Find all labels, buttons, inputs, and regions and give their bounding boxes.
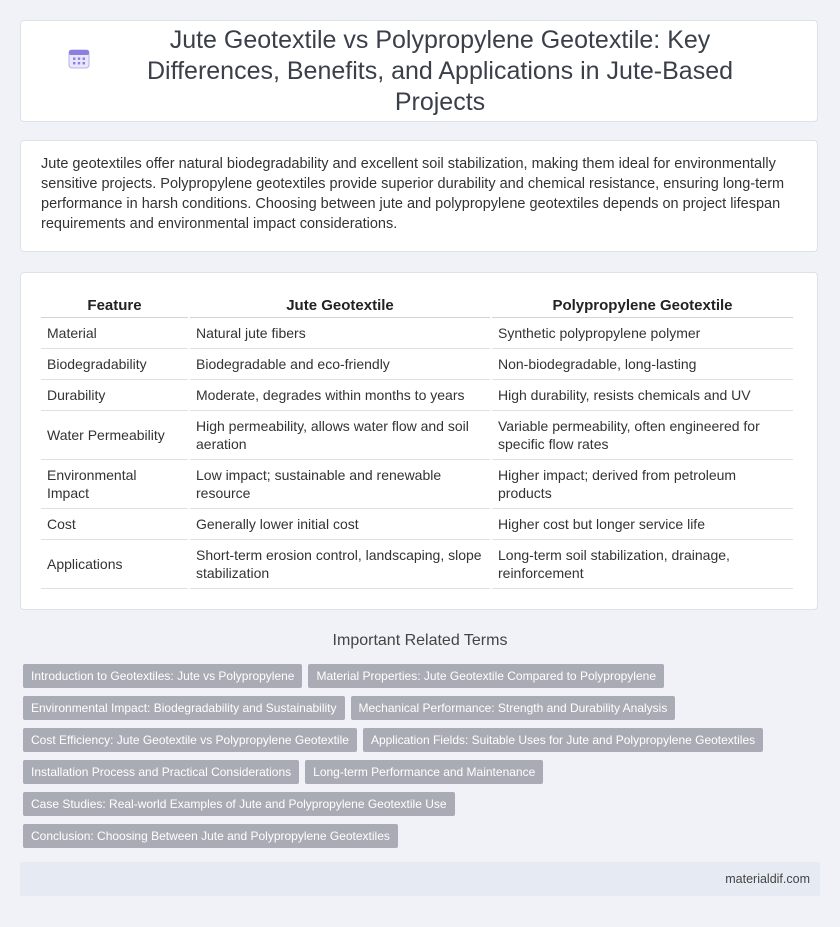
- related-terms-title: Important Related Terms: [332, 632, 508, 649]
- table-row: [41, 380, 793, 411]
- comparison-table: [39, 293, 795, 589]
- related-term-tag[interactable]: Conclusion: Choosing Between Jute and Polypropylene Geotextiles: [23, 824, 398, 848]
- row-feature: Durability: [41, 380, 188, 411]
- related-term-tag[interactable]: Case Studies: Real-world Examples of Jute and Polypropylene Geotextile Use: [23, 792, 455, 816]
- related-term-tag[interactable]: Environmental Impact: Biodegradability and Sustainability: [23, 696, 345, 720]
- row-jute: Natural jute fibers: [190, 318, 490, 349]
- related-term-tag[interactable]: Application Fields: Suitable Uses for Jute and Polypropylene Geotextiles: [363, 728, 763, 752]
- table-row: [41, 318, 793, 349]
- row-polypropylene: Long-term soil stabilization, drainage, reinforcement: [492, 540, 793, 589]
- related-term-tag[interactable]: Mechanical Performance: Strength and Durability Analysis: [351, 696, 676, 720]
- related-term-tag[interactable]: Installation Process and Practical Considerations: [23, 760, 299, 784]
- header-polypropylene: Polypropylene Geotextile: [492, 293, 793, 318]
- related-terms-list: [23, 664, 823, 856]
- row-feature: Material: [41, 318, 188, 349]
- table-row: [41, 509, 793, 540]
- row-jute: Short-term erosion control, landscaping, slope stabilization: [190, 540, 490, 589]
- row-polypropylene: Higher cost but longer service life: [492, 509, 793, 540]
- row-feature: Applications: [41, 540, 188, 589]
- row-polypropylene: Variable permeability, often engineered for specific flow rates: [492, 411, 793, 460]
- related-term-tag[interactable]: Material Properties: Jute Geotextile Compared to Polypropylene: [308, 664, 664, 688]
- row-polypropylene: High durability, resists chemicals and UV: [492, 380, 793, 411]
- page-title: Jute Geotextile vs Polypropylene Geotextile: Key Differences, Benefits, and Applications in Jute-Based Projects: [147, 25, 733, 116]
- row-feature: Biodegradability: [41, 349, 188, 380]
- row-feature: Water Permeability: [41, 411, 188, 460]
- row-jute: Generally lower initial cost: [190, 509, 490, 540]
- row-jute: High permeability, allows water flow and soil aeration: [190, 411, 490, 460]
- row-jute: Moderate, degrades within months to years: [190, 380, 490, 411]
- row-jute: Biodegradable and eco-friendly: [190, 349, 490, 380]
- header-feature: Feature: [41, 293, 188, 318]
- table-row: [41, 540, 793, 589]
- calendar-icon: [68, 47, 90, 69]
- row-feature: Cost: [41, 509, 188, 540]
- intro-text: Jute geotextiles offer natural biodegradability and excellent soil stabilization, making them ideal for environmentally sensitive projects. Polypropylene geotextiles provide superior durability and chemical resistance, ensuring long-term performance in harsh conditions. Choosing between jute and polypropylene geotextiles depends on project lifespan requirements and environmental impact considerations.: [41, 156, 785, 232]
- header-card: [20, 20, 818, 122]
- table-header-row: [41, 293, 793, 318]
- table-row: [41, 349, 793, 380]
- footer-site-link[interactable]: materialdif.com: [725, 872, 810, 886]
- row-polypropylene: Non-biodegradable, long-lasting: [492, 349, 793, 380]
- intro-card: [20, 140, 818, 252]
- footer: [20, 862, 820, 896]
- related-term-tag[interactable]: Introduction to Geotextiles: Jute vs Polypropylene: [23, 664, 302, 688]
- header-jute: Jute Geotextile: [190, 293, 490, 318]
- table-row: [41, 411, 793, 460]
- related-term-tag[interactable]: Cost Efficiency: Jute Geotextile vs Polypropylene Geotextile: [23, 728, 357, 752]
- row-jute: Low impact; sustainable and renewable resource: [190, 460, 490, 509]
- comparison-card: [20, 272, 818, 610]
- row-feature: Environmental Impact: [41, 460, 188, 509]
- row-polypropylene: Synthetic polypropylene polymer: [492, 318, 793, 349]
- table-row: [41, 460, 793, 509]
- row-polypropylene: Higher impact; derived from petroleum products: [492, 460, 793, 509]
- related-term-tag[interactable]: Long-term Performance and Maintenance: [305, 760, 543, 784]
